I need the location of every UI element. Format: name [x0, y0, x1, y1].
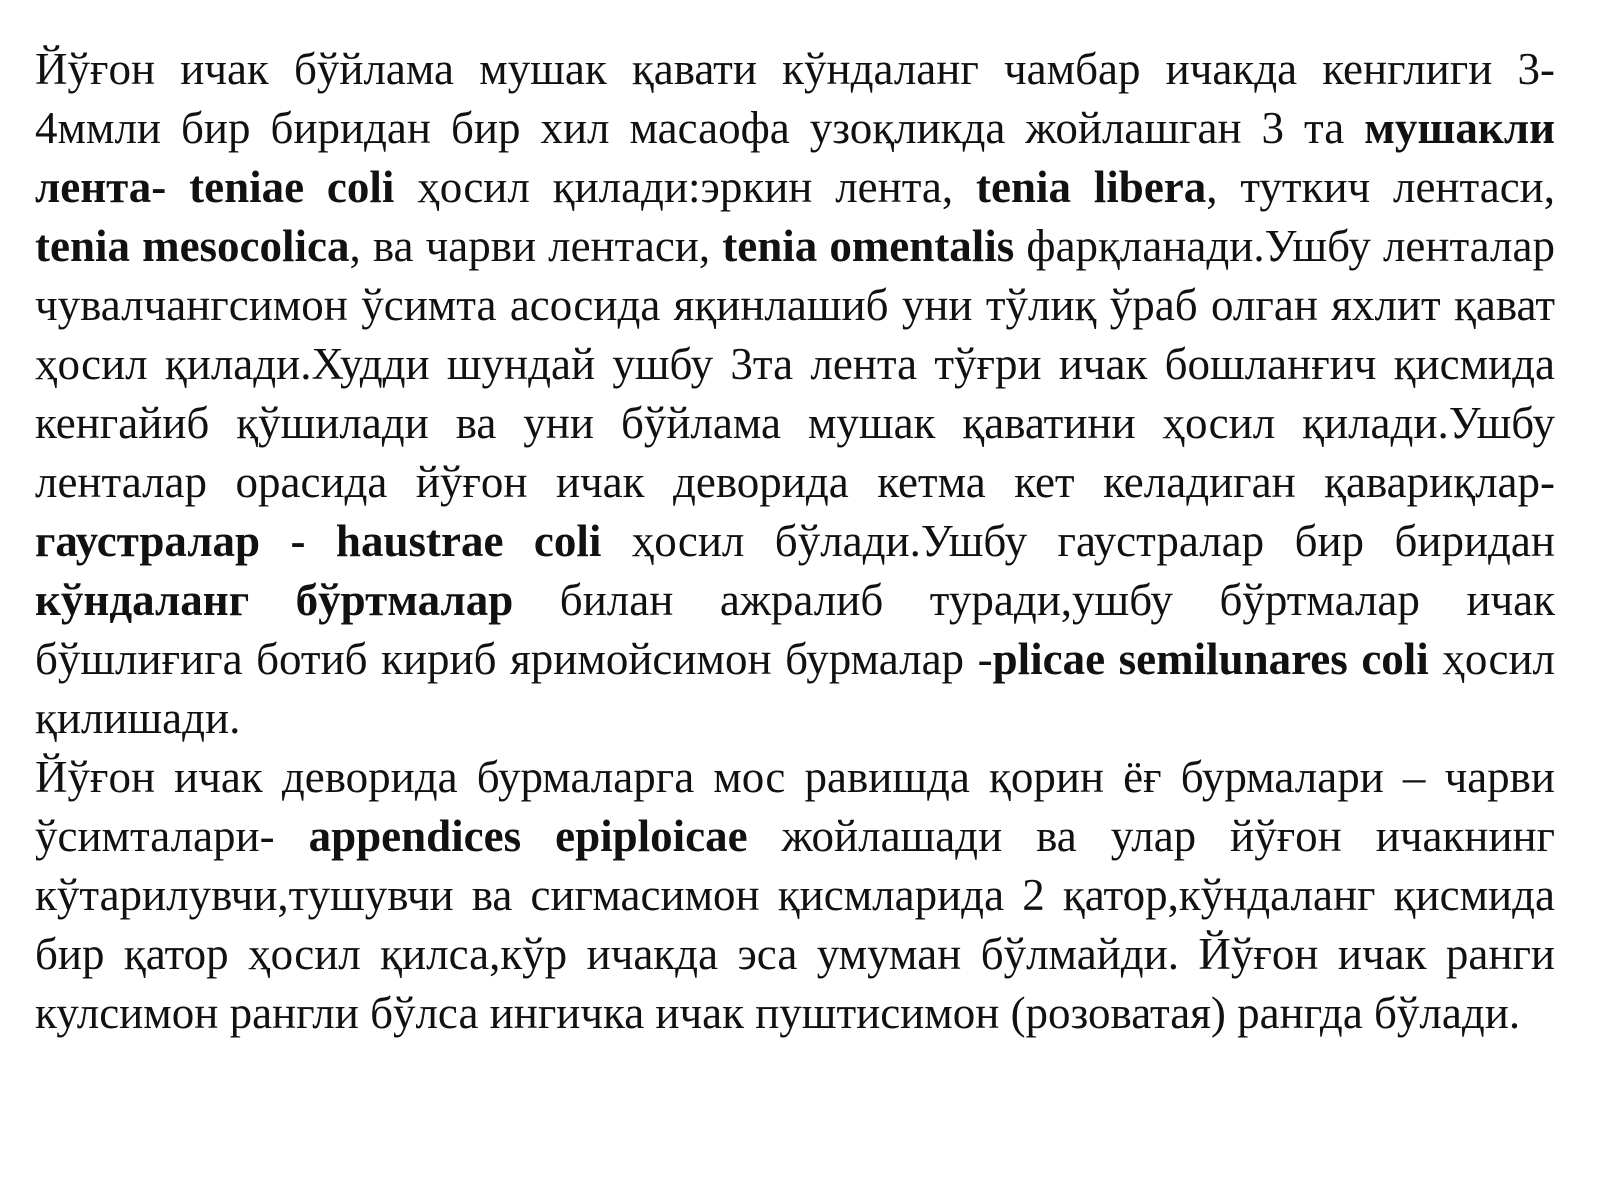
- term-appendices-epiploicae: appendices epiploicae: [308, 811, 748, 861]
- paragraph-text: жойлашади ва улар йўғон ичакнинг кўтарилувчи,тушувчи ва сигмасимон қисмларида 2 қатор,кўндаланг қисмида бир қатор ҳосил қилса,кўр ичакда эса умуман бўлмайди. Йўғон ичак ранги кулсимон рангли бўлса ингичка ичак пуштисимон (розоватая) рангда бўлади.: [35, 811, 1555, 1038]
- paragraph-text: , туткич лентаси,: [1206, 162, 1556, 212]
- paragraph-text: билан ажралиб туради,ушбу бўртмалар ичак бўшлиғига ботиб кириб яримойсимон бурмалар -: [35, 575, 1555, 684]
- term-teniae-coli: мушакли лента- teniae coli: [35, 103, 1555, 212]
- term-plicae-semilunares-coli: plicae semilunares coli: [992, 634, 1429, 684]
- paragraph-text: Йўғон ичак деворида бурмаларга мос равишда қорин ёғ бурмалари – чарви ўсимталари-: [35, 752, 1555, 861]
- term-haustrae-coli: гаустралар - haustrae coli: [35, 516, 602, 566]
- paragraph-text: ҳосил қилади:эркин лента,: [394, 162, 976, 212]
- paragraph-text: фарқланади.Ушбу ленталар чувалчангсимон ўсимта асосида яқинлашиб уни тўлиқ ўраб олган яхлит қават ҳосил қилади.Худди шундай ушбу 3та лента тўғри ичак бошланғич қисмида кенгайиб қўшилади ва уни бўйлама мушак қаватини ҳосил қилади.Ушбу ленталар орасида йўғон ичак деворида кетма кет келадиган қавариқлар-: [35, 221, 1555, 507]
- paragraph-text: Йўғон ичак бўйлама мушак қавати кўндаланг чамбар ичакда кенглиги 3-4ммли бир биридан бир хил масаофа узоқликда жойлашган 3 та: [35, 44, 1555, 153]
- term-tenia-mesocolica: tenia mesocolica: [35, 221, 350, 271]
- paragraph-appendices-epiploicae: [35, 748, 1555, 1043]
- term-tenia-libera: tenia libera: [975, 162, 1207, 212]
- term-tenia-omentalis: tenia omentalis: [722, 221, 1015, 271]
- paragraph-teniae-coli: [35, 40, 1555, 748]
- paragraph-text: ҳосил қилишади.: [35, 634, 1555, 743]
- term-transverse-folds: кўндаланг бўртмалар: [35, 575, 514, 625]
- document-page: [35, 40, 1555, 1043]
- paragraph-text: ҳосил бўлади.Ушбу гаустралар бир биридан: [601, 516, 1555, 566]
- paragraph-text: , ва чарви лентаси,: [349, 221, 723, 271]
